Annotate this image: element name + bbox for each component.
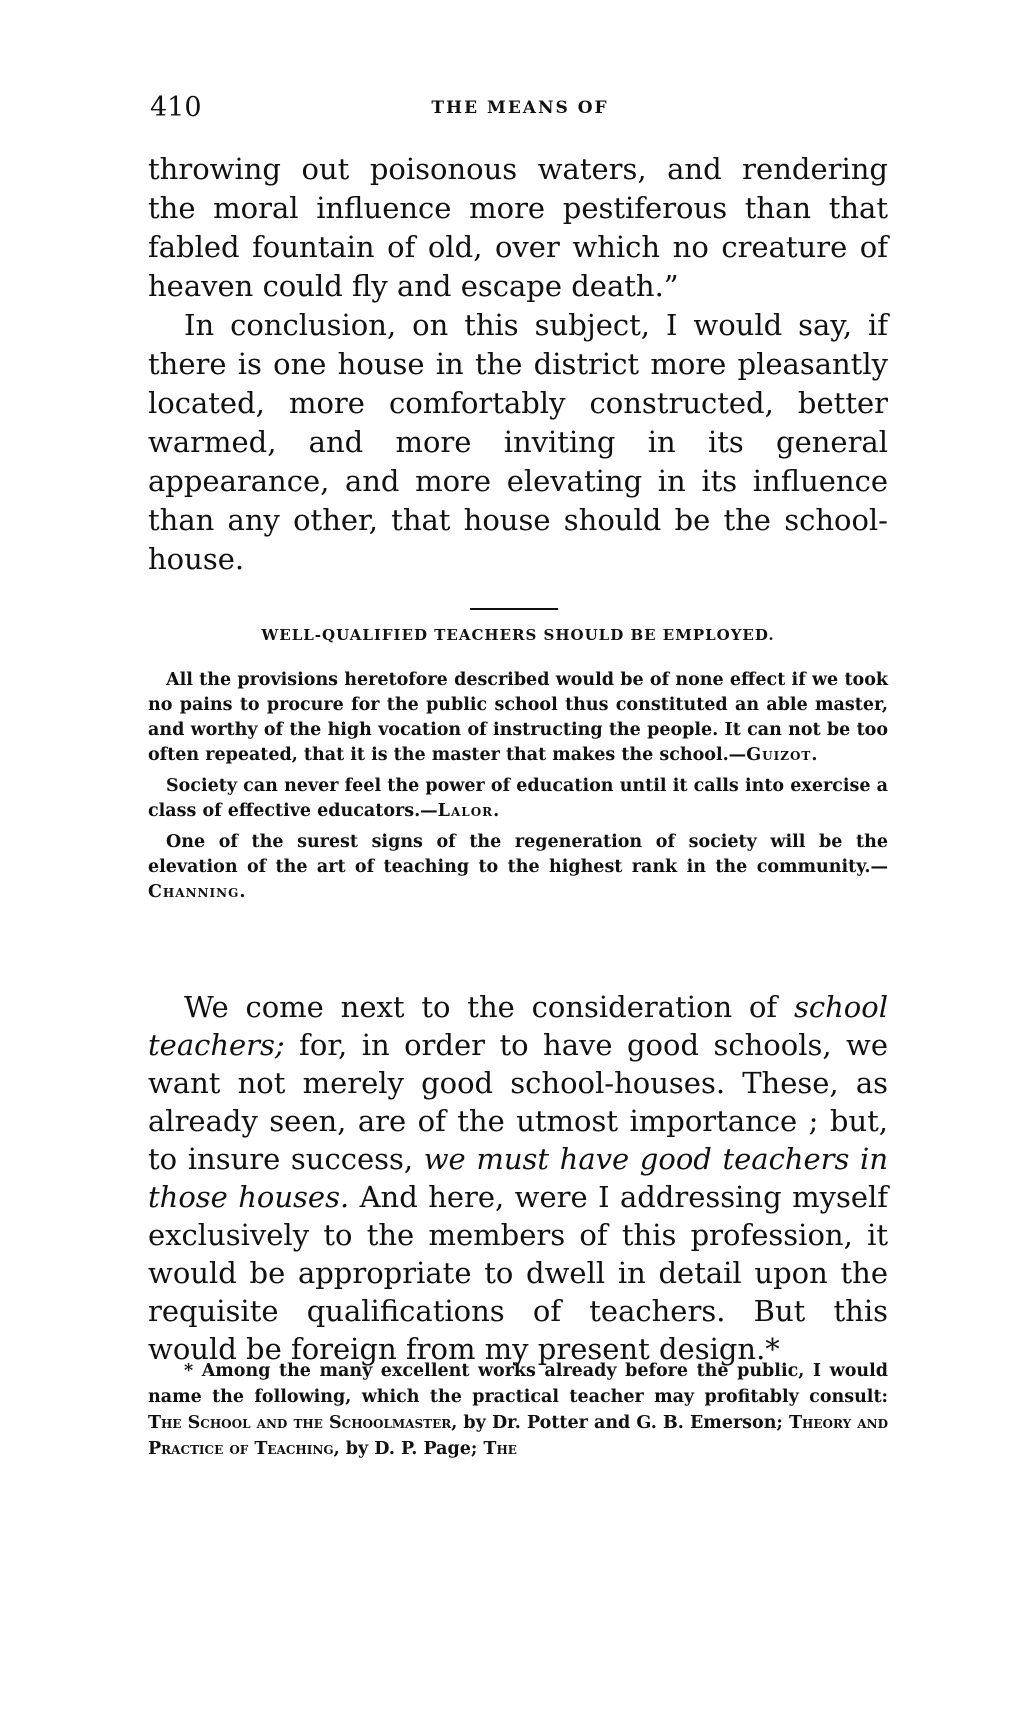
footnote-book-title: The School and the Schoolmaster	[148, 1413, 452, 1433]
footnote-text: , by Dr. Potter and G. B. Emerson;	[451, 1413, 790, 1433]
epigraph-author: Channing.	[148, 882, 247, 902]
footnote-book-title: Theory and Practice of Teaching	[148, 1413, 888, 1459]
paragraph-text: throwing out poisonous waters, and rendering the moral influence more pestiferous than that fabled fountain of old, over which no creature of heaven could fly and escape death.”	[148, 152, 888, 303]
footnote	[148, 1358, 888, 1462]
footnote-book-title: The	[483, 1439, 517, 1459]
main-text-part: for, in order to have good schools, we want not merely good school-houses. These, as already seen, are of the utmost importance ; but, to insure success,	[148, 1028, 888, 1176]
section-heading: WELL-QUALIFIED TEACHERS SHOULD BE EMPLOYED.	[261, 626, 775, 644]
footnote-text: * Among the many excellent works already before the public, I would name the following, which the practical teacher may profitably consult:	[148, 1361, 888, 1407]
epigraph-text: All the provisions heretofore described would be of none effect if we took no pains to procure for the public school thus constituted an able master, and worthy of the high vocation of instructing the people. It can not be too often repeated, that it is the master that makes the school.—	[148, 670, 888, 765]
paragraph-text: In conclusion, on this subject, I would say, if there is one house in the district more pleasantly located, more comfortably constructed, better warmed, and more inviting in its general appearance, and more elevating in its influence than any other, that house should be the school-house.	[148, 308, 888, 576]
paragraph-continuation	[148, 150, 888, 306]
main-text-part: We come next to the consideration of	[184, 990, 794, 1024]
epigraph-text: One of the surest signs of the regeneration of society will be the elevation of the art of teaching to the highest rank in the community.—	[148, 832, 888, 877]
page-header	[150, 92, 890, 132]
epigraph-quote	[148, 830, 888, 905]
paragraph-conclusion	[148, 306, 888, 579]
main-text-italic: we must have good teachers in those houses.	[148, 1142, 888, 1214]
main-text-part: And here, were I addressing myself exclusively to the members of this profession, it would be appropriate to dwell in detail upon the requisite qualifications of teachers. But this would be foreign from my present design.*	[148, 1180, 889, 1366]
main-paragraph	[148, 988, 888, 1368]
epigraph-quote	[148, 774, 888, 824]
page-number: 410	[150, 92, 202, 123]
epigraph-quote	[148, 668, 888, 768]
main-text-italic: school teachers;	[148, 990, 888, 1062]
running-head: THE MEANS OF	[431, 98, 609, 118]
footnote-text: , by D. P. Page;	[333, 1439, 484, 1459]
epigraph-block	[148, 668, 888, 911]
epigraph-author: Lalor.	[437, 801, 501, 821]
epigraph-text: Society can never feel the power of education until it calls into exercise a class of effective educators.—	[148, 776, 888, 821]
section-divider	[470, 608, 558, 610]
epigraph-author: Guizot.	[746, 745, 819, 765]
